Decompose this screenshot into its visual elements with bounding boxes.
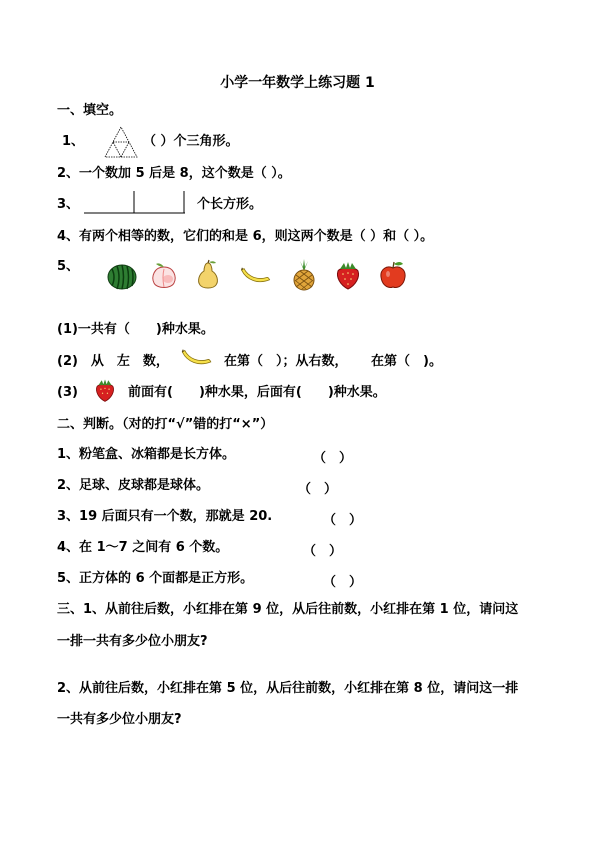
q5-part-2-c: 在第（ )。 [371, 354, 442, 369]
section-3-q2-line-2: 一共有多少位小朋友? [57, 712, 182, 727]
triangle-figure-icon [104, 126, 138, 158]
apple-icon [377, 259, 409, 291]
banana-icon [180, 344, 214, 370]
judge-2-text: 2、足球、皮球都是球体。 [57, 478, 210, 493]
q5-part-1: (1)一共有（ )种水果。 [57, 322, 214, 337]
judge-1-text: 1、粉笔盒、冰箱都是长方体。 [57, 447, 236, 462]
q5-part-3-a: (3) [57, 385, 78, 400]
section-3-q2-line-1: 2、从前往后数，小红排在第 5 位，从后往前数，小红排在第 8 位，请问这一排 [57, 681, 519, 696]
q5-part-2-b: 在第（ ）；从右数， [224, 354, 348, 369]
strawberry-icon [92, 376, 118, 404]
page-title: 小学一年数学上练习题 1 [220, 75, 375, 91]
judge-4-answer: （ ） [303, 544, 343, 559]
strawberry-icon [332, 259, 364, 291]
peach-icon [148, 259, 180, 291]
q3-text: 个长方形。 [197, 197, 263, 212]
q3-number: 3、 [57, 197, 80, 212]
section-3-q1-line-2: 一排一共有多少位小朋友? [57, 634, 208, 649]
banana-icon [240, 259, 272, 291]
section-1-heading: 一、填空。 [57, 103, 123, 118]
q1-number: 1、 [62, 134, 85, 149]
q2-text: 2、一个数加 5 后是 8，这个数是（ ）。 [57, 166, 291, 181]
judge-4-text: 4、在 1～7 之间有 6 个数。 [57, 540, 229, 555]
watermelon-icon [106, 259, 138, 291]
q5-part-3-b: 前面有( )种水果，后面有( )种水果。 [128, 385, 386, 400]
pear-icon [192, 259, 224, 291]
judge-3-answer: （ ） [323, 513, 363, 528]
section-2-heading: 二、判断。（对的打“√”错的打“×”） [57, 417, 274, 432]
judge-3-text: 3、19 后面只有一个数，那就是 20. [57, 509, 273, 524]
q5-part-2-a: (2) 从 左 数， [57, 354, 169, 369]
rectangle-figure-icon [84, 191, 185, 214]
judge-2-answer: （ ） [298, 482, 338, 497]
judge-5-answer: （ ） [323, 575, 363, 590]
q4-text: 4、有两个相等的数，它们的和是 6，则这两个数是（ ）和（ ）。 [57, 229, 434, 244]
section-3-q1-line-1: 三、1、从前往后数，小红排在第 9 位，从后往前数，小红排在第 1 位，请问这 [57, 602, 519, 617]
pineapple-icon [288, 259, 320, 291]
judge-1-answer: （ ） [313, 451, 353, 466]
judge-5-text: 5、正方体的 6 个面都是正方形。 [57, 571, 254, 586]
q5-number: 5、 [57, 259, 80, 274]
q1-text: （ ）个三角形。 [143, 134, 239, 149]
